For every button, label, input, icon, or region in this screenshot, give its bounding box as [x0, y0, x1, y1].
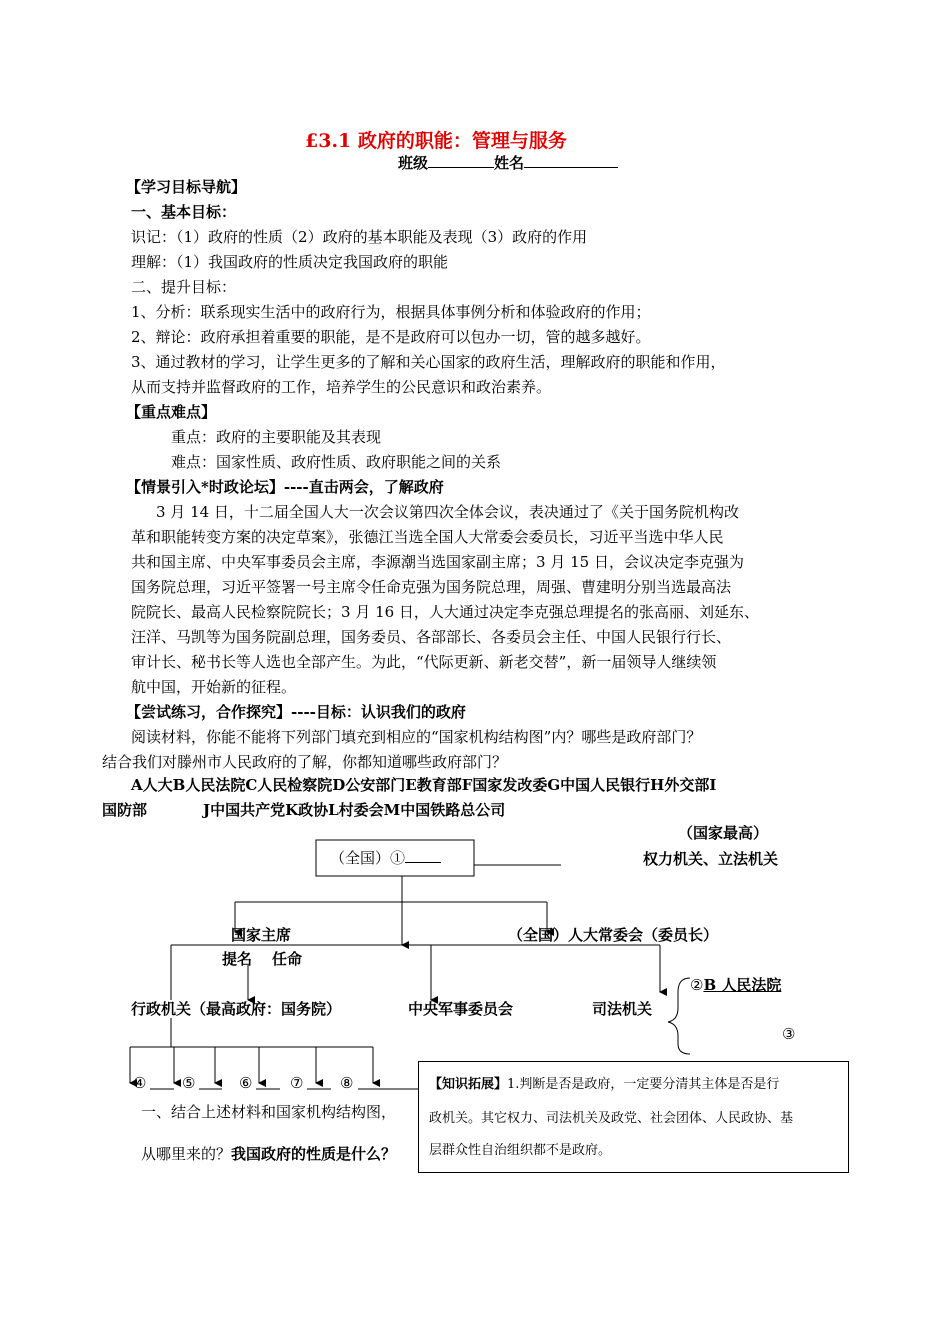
knowledge-heading: 【知识拓展】 [429, 1077, 508, 1092]
court-number: ② [690, 976, 704, 994]
question-1-part-b: 我国政府的性质是什么？ [231, 1145, 397, 1163]
goal-item-3a: 3、通过教材的学习，让学生更多的了解和关心国家的政府生活，理解政府的职能和作用， [131, 353, 726, 371]
scenario-line: 航中国，开始新的征程。 [131, 678, 297, 696]
diagram-nominate: 提名 [222, 950, 253, 968]
question-1-part-a: 从哪里来的？ [141, 1145, 232, 1163]
goal-item-2: 2、辩论：政府承担着重要的职能，是不是政府可以包办一切，管的越多越好。 [131, 328, 651, 346]
goal-item-3b: 从而支持并监督政府的工作，培养学生的公民意识和政治素养。 [131, 378, 552, 396]
name-label: 姓名 [494, 154, 525, 172]
diagram-standing-committee: （全国）人大常委会（委员长） [508, 926, 719, 944]
diagram-top-right-1: （国家最高） [678, 824, 769, 842]
knowledge-line-3: 层群众性自治组织都不是政府。 [429, 1143, 612, 1158]
question-1-line-1: 一、结合上述材料和国家机构结构图， [141, 1103, 397, 1121]
keypoint-key: 重点：政府的主要职能及其表现 [171, 428, 382, 446]
basic-goals-heading: 一、基本目标： [131, 203, 237, 221]
knowledge-line-1 [429, 1076, 779, 1094]
question-1-line-2 [141, 1144, 396, 1164]
diagram-court [690, 975, 781, 995]
scenario-line: 国务院总理，习近平签署一号主席令任命克强为国务院总理，周强、曹建明分别当选最高法 [131, 578, 732, 596]
options-line-2a: 国防部 [102, 801, 148, 819]
diagram-president: 国家主席 [231, 926, 292, 944]
options-line-2b: J中国共产党K政协L村委会M中国铁路总公司 [203, 801, 506, 819]
scenario-line: 革和职能转变方案的决定草案》，张德江当选全国人大常委会委员长，习近平当选中华人民 [131, 528, 724, 546]
scenario-line: 共和国主席、中央军事委员会主席，李源潮当选国家副主席；3 月 15 日，会议决定李克强为 [131, 553, 744, 571]
diagram-slot-6: ⑥ [239, 1074, 253, 1092]
page-title: £3.1 政府的职能：管理与服务 [305, 130, 567, 152]
diagram-slot-4: ④ [133, 1074, 147, 1092]
practice-heading: 【尝试练习，合作探究】----目标：认识我们的政府 [126, 703, 466, 721]
scenario-line: 3 月 14 日，十二届全国人大一次会议第四次全体会议，表决通过了《关于国务院机构改 [156, 503, 739, 521]
diagram-slot-7: ⑦ [290, 1074, 304, 1092]
practice-question-1: 阅读材料，你能不能将下列部门填充到相应的“国家机构结构图”内？哪些是政府部门？ [131, 728, 702, 746]
keypoint-difficult: 难点：国家性质、政府性质、政府职能之间的关系 [171, 453, 502, 471]
knowledge-text-1: 1.判断是否是政府，一定要分清其主体是否是行 [507, 1077, 780, 1092]
class-label: 班级 [398, 154, 429, 172]
keypoints-heading: 【重点难点】 [126, 403, 217, 421]
npc-label: （全国）① [330, 849, 406, 867]
diagram-top-right-2: 权力机关、立法机关 [643, 850, 779, 868]
goal-recall: 识记：（1）政府的性质（2）政府的基本职能及表现（3）政府的作用 [131, 228, 588, 246]
diagram-judicial: 司法机关 [592, 1000, 653, 1018]
blank-1[interactable] [405, 847, 441, 863]
diagram-slot-3: ③ [782, 1025, 796, 1043]
diagram-npc-box [330, 847, 441, 868]
diagram-slot-5: ⑤ [182, 1074, 196, 1092]
goal-item-1: 1、分析：联系现实生活中的政府行为，根据具体事例分析和体验政府的作用； [131, 303, 651, 321]
knowledge-box [418, 1061, 849, 1173]
goal-understand: 理解：（1）我国政府的性质决定我国政府的职能 [131, 253, 449, 271]
scenario-line: 审计长、秘书长等人选也全部产生。为此，“代际更新、新老交替”，新一届领导人继续领 [131, 653, 717, 671]
diagram-military: 中央军事委员会 [408, 1000, 514, 1018]
court-text: B 人民法院 [703, 976, 782, 994]
options-line-1: A人大B人民法院C人民检察院D公安部门E教育部F国家发改委G中国人民银行H外交部I [131, 776, 717, 794]
practice-question-2: 结合我们对滕州市人民政府的了解，你都知道哪些政府部门？ [102, 753, 508, 771]
goals-heading: 【学习目标导航】 [126, 178, 247, 196]
knowledge-line-2: 政机关。其它权力、司法机关及政党、社会团体、人民政协、基 [429, 1111, 794, 1126]
scenario-heading: 【情景引入*时政论坛】----直击两会，了解政府 [126, 478, 444, 496]
advanced-goals-heading: 二、提升目标： [131, 278, 237, 296]
scenario-line: 汪洋、马凯等为国务院副总理，国务委员、各部部长、各委员会主任、中国人民银行行长、 [131, 628, 732, 646]
diagram-slot-8: ⑧ [340, 1074, 354, 1092]
diagram-executive: 行政机关（最高政府：国务院） [131, 1000, 342, 1018]
scenario-line: 院院长、最高人民检察院院长；3 月 16 日，人大通过决定李克强总理提名的张高丽、刘延东、 [131, 603, 759, 621]
diagram-appoint: 任命 [272, 950, 303, 968]
